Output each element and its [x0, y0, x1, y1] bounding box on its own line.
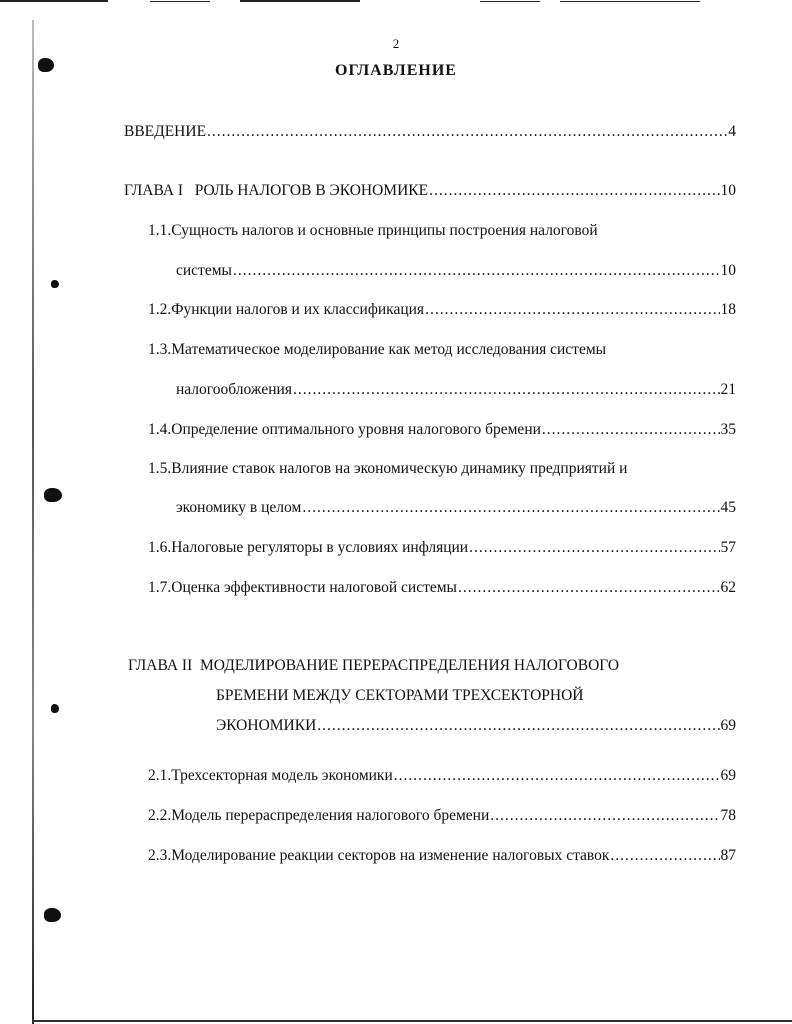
page-number: 2 [392, 36, 400, 51]
scan-edge-bottom [32, 1020, 792, 1022]
toc-section-1-2[interactable] [148, 300, 736, 320]
dot-leader [429, 181, 719, 201]
scan-edge-top [150, 1, 210, 2]
toc-entry-label: 1.4.Определение оптимального уровня налогового бремени [148, 421, 541, 438]
toc-entry-label: 1.2.Функции налогов и их классификация [148, 301, 425, 318]
binder-hole-mark [44, 908, 61, 922]
toc-entry-label: экономику в целом [176, 499, 302, 516]
toc-page-number: 10 [720, 182, 736, 199]
toc-page-number: 4 [728, 123, 736, 140]
toc-page-number: 35 [720, 421, 736, 438]
toc-chapter-1[interactable] [124, 181, 736, 201]
toc-page-number: 62 [720, 579, 736, 596]
toc-section-1-6[interactable] [148, 538, 736, 558]
dot-leader [490, 806, 719, 826]
toc-section-2-1[interactable] [148, 766, 736, 786]
toc-entry-label: ВВЕДЕНИЕ [124, 123, 207, 140]
dot-leader [233, 261, 720, 281]
dot-leader [458, 578, 720, 598]
scan-edge-top [480, 1, 540, 2]
toc-section-1-1-cont[interactable] [176, 261, 736, 281]
dot-leader [302, 498, 719, 518]
toc-section-1-7[interactable] [148, 578, 736, 598]
toc-entry-label: 2.2.Модель перераспределения налогового бремени [148, 807, 490, 824]
toc-entry-label: 1.5.Влияние ставок налогов на экономическую динамику предприятий и [148, 460, 628, 477]
dot-leader [542, 420, 720, 440]
toc-section-1-5[interactable] [148, 459, 627, 479]
binder-hole-mark [44, 488, 62, 502]
toc-section-1-1[interactable] [148, 221, 598, 241]
toc-page-number: 69 [720, 767, 736, 784]
binder-hole-mark [51, 704, 59, 713]
dot-leader [469, 538, 719, 558]
toc-page-number: 18 [720, 301, 736, 318]
toc-chapter-2-cont[interactable] [216, 686, 584, 706]
toc-section-1-3-cont[interactable] [176, 380, 736, 400]
binder-hole-mark [51, 280, 59, 288]
toc-entry-label: 1.6.Налоговые регуляторы в условиях инфляции [148, 539, 469, 556]
toc-page-number: 10 [720, 262, 736, 279]
dot-leader [317, 716, 719, 736]
toc-page-number: 87 [720, 847, 736, 864]
toc-entry-label: 2.3.Моделирование реакции секторов на изменение налоговых ставок [148, 847, 610, 864]
toc-entry-intro[interactable] [124, 122, 736, 142]
toc-section-1-5-cont[interactable] [176, 498, 736, 518]
toc-entry-label: налогообложения [176, 381, 292, 398]
toc-section-2-2[interactable] [148, 806, 736, 826]
toc-chapter-heading: ГЛАВА II МОДЕЛИРОВАНИЕ ПЕРЕРАСПРЕДЕЛЕНИЯ НАЛОГОВОГО [128, 657, 620, 674]
dot-leader [293, 380, 720, 400]
scan-edge-top [0, 0, 108, 2]
dot-leader [207, 122, 727, 142]
toc-page-number: 21 [720, 381, 736, 398]
toc-entry-label: 1.7.Оценка эффективности налоговой системы [148, 579, 457, 596]
toc-section-1-4[interactable] [148, 420, 736, 440]
dot-leader [394, 766, 720, 786]
toc-page-number: 69 [720, 717, 736, 734]
toc-page-number: 78 [720, 807, 736, 824]
toc-section-1-3[interactable] [148, 340, 606, 360]
toc-chapter-heading: ЭКОНОМИКИ [216, 717, 317, 734]
dot-leader [610, 846, 719, 866]
toc-entry-label: 1.3.Математическое моделирование как метод исследования системы [148, 341, 607, 358]
dot-leader [425, 300, 719, 320]
toc-chapter-heading: БРЕМЕНИ МЕЖДУ СЕКТОРАМИ ТРЕХСЕКТОРНОЙ [216, 687, 584, 704]
toc-chapter-2-cont[interactable] [216, 716, 736, 736]
scan-edge-top [240, 0, 360, 2]
toc-entry-label: 1.1.Сущность налогов и основные принципы построения налоговой [148, 222, 598, 239]
toc-chapter-heading: ГЛАВА I РОЛЬ НАЛОГОВ В ЭКОНОМИКЕ [124, 182, 429, 199]
scan-edge-top [560, 1, 700, 2]
page-title: ОГЛАВЛЕНИЕ [335, 62, 457, 79]
toc-section-2-3[interactable] [148, 846, 736, 866]
toc-page-number: 57 [720, 539, 736, 556]
toc-entry-label: 2.1.Трехсекторная модель экономики [148, 767, 393, 784]
toc-chapter-2[interactable] [128, 656, 619, 676]
toc-page-number: 45 [720, 499, 736, 516]
toc-entry-label: системы [176, 262, 232, 279]
scan-edge-left [32, 20, 34, 1024]
